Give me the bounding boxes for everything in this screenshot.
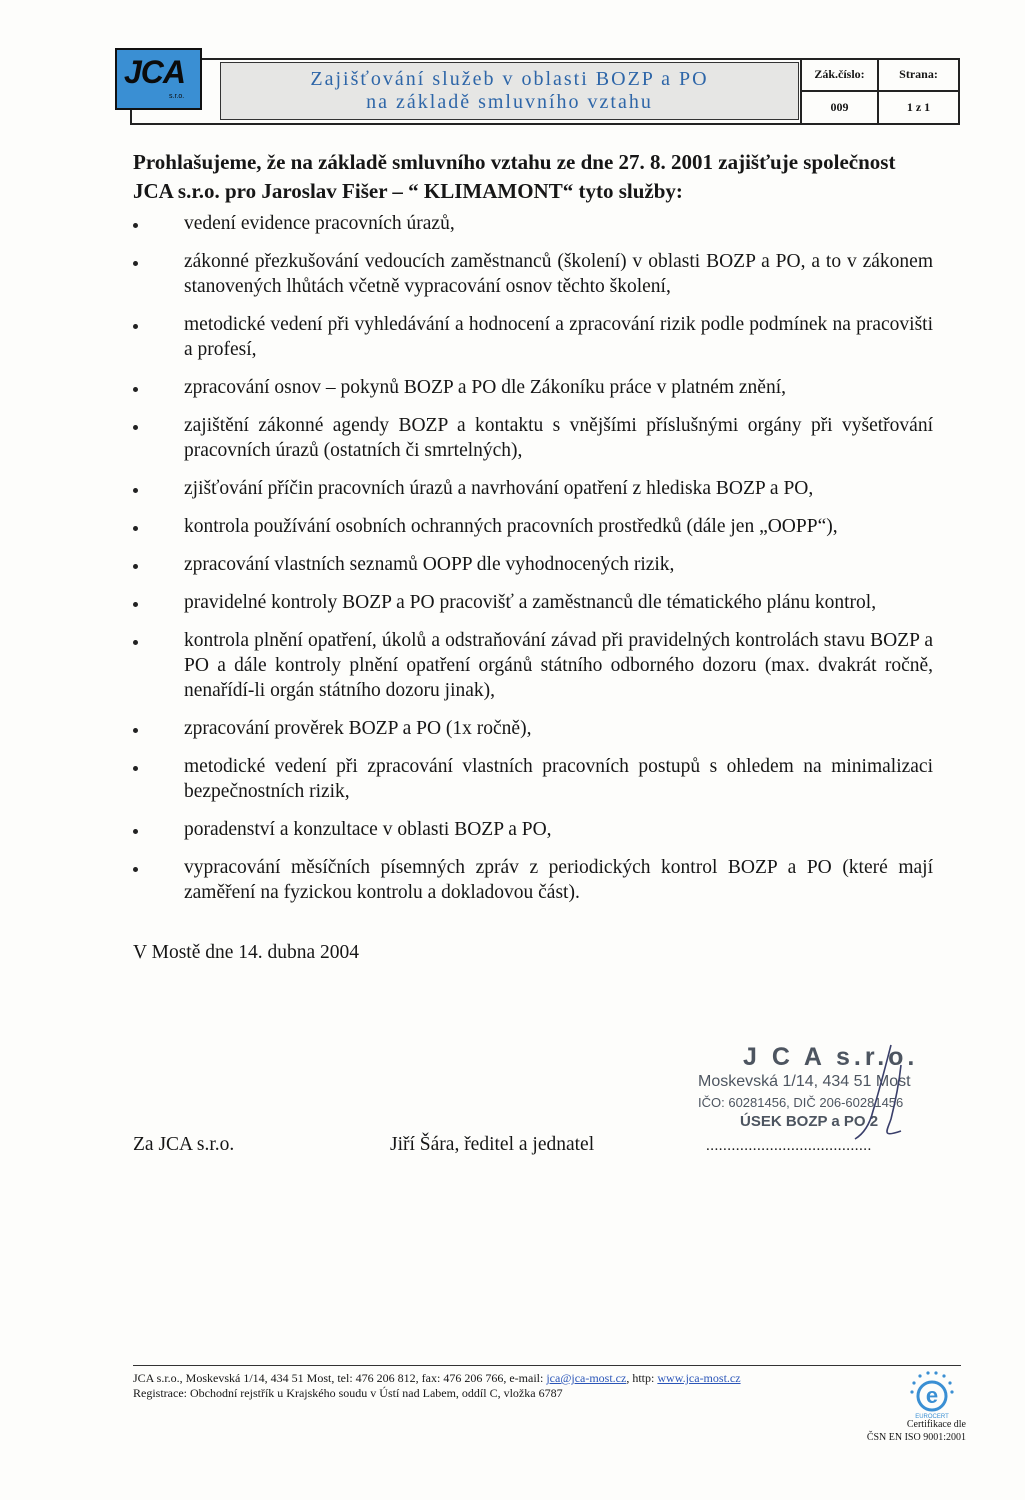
bullet-icon bbox=[133, 564, 138, 569]
intro-paragraph: Prohlašujeme, že na základě smluvního vztahu ze dne 27. 8. 2001 zajišťuje společnost JCA s.r.o. pro Jaroslav Fišer – “ KLIMAMONT“ tyto služby: bbox=[133, 150, 896, 203]
strana-value: 1 z 1 bbox=[906, 99, 931, 114]
certification-label: Certifikace dle bbox=[906, 1419, 966, 1430]
service-item bbox=[133, 514, 933, 539]
service-item bbox=[133, 249, 933, 299]
service-text: pravidelné kontroly BOZP a PO pracovišť a zaměstnanců dle tématického plánu kontrol, bbox=[184, 592, 877, 613]
signatory-name: Jiří Šára, ředitel a jednatel bbox=[390, 1134, 595, 1155]
zak-cislo-label: Zák.číslo: bbox=[802, 60, 879, 92]
service-text: metodické vedení při zpracování vlastních pracovních postupů s ohledem na minimalizaci bezpečnostních rizik, bbox=[184, 756, 933, 802]
service-item bbox=[133, 552, 933, 577]
bullet-icon bbox=[133, 829, 138, 834]
service-item bbox=[133, 628, 933, 703]
bullet-icon bbox=[133, 867, 138, 872]
service-text: zajištění zákonné agendy BOZP a kontaktu s vnějšími příslušnými orgány při vyšetřování pracovních úrazů (ostatních či smrtelných), bbox=[184, 415, 933, 461]
bullet-icon bbox=[133, 640, 138, 645]
service-item bbox=[133, 211, 933, 236]
footer-divider bbox=[133, 1365, 961, 1366]
bullet-icon bbox=[133, 488, 138, 493]
bullet-icon bbox=[133, 602, 138, 607]
service-text: zpracování vlastních seznamů OOPP dle vyhodnocených rizik, bbox=[184, 554, 675, 575]
service-text: kontrola plnění opatření, úkolů a odstraňování závad při pravidelných kontrolách stavu BOZP a PO a dále kontroly plnění opatření orgánů státního odborného dozoru (max. dvakrát ročně, nenařídí-li orgán státního dozoru jinak), bbox=[184, 630, 933, 701]
bullet-icon bbox=[133, 728, 138, 733]
company-stamp bbox=[695, 1043, 935, 1143]
service-text: zpracování prověrek BOZP a PO (1x ročně), bbox=[184, 718, 532, 739]
header-info-cells bbox=[800, 58, 960, 125]
service-item bbox=[133, 476, 933, 501]
service-text: zákonné přezkušování vedoucích zaměstnanců (školení) v oblasti BOZP a PO, a to v zákonem stanovených lhůtách včetně vypracování osnov těchto školení, bbox=[184, 251, 933, 297]
certification-norm: ČSN EN ISO 9001:2001 bbox=[866, 1432, 966, 1443]
service-text: vedení evidence pracovních úrazů, bbox=[184, 213, 455, 234]
eurocert-letter: e bbox=[925, 1383, 939, 1408]
bullet-icon bbox=[133, 387, 138, 392]
service-text: zpracování osnov – pokynů BOZP a PO dle Zákoníku práce v platném znění, bbox=[184, 377, 787, 398]
signature-line: ....................................... bbox=[706, 1138, 872, 1154]
service-item bbox=[133, 855, 933, 905]
service-item bbox=[133, 312, 933, 362]
service-text: kontrola používání osobních ochranných pracovních prostředků (dále jen „OOPP“), bbox=[184, 516, 838, 537]
footer-registration: Registrace: Obchodní rejstřík u Krajského soudu v Ústí nad Labem, oddíl C, vložka 6787 bbox=[133, 1386, 563, 1400]
handwritten-signature bbox=[695, 1043, 935, 1143]
service-text: metodické vedení při vyhledávání a hodnocení a zpracování rizik podle podmínek na pracovišti a profesí, bbox=[184, 314, 933, 360]
service-item bbox=[133, 817, 933, 842]
certification-note bbox=[842, 1418, 966, 1444]
place-and-date: V Mostě dne 14. dubna 2004 bbox=[133, 942, 360, 963]
stamp-company: J C A s.r.o. bbox=[743, 1043, 919, 1071]
logo-subtext: s.r.o. bbox=[169, 93, 185, 100]
eurocert-wordmark: EUROCERT bbox=[915, 1414, 949, 1420]
stamp-department: ÚSEK BOZP a PO 2 bbox=[740, 1113, 879, 1130]
service-item bbox=[133, 754, 933, 804]
jca-logo bbox=[115, 48, 202, 110]
footer-line-1 bbox=[133, 1371, 741, 1386]
stamp-address: Moskevská 1/14, 434 51 Most bbox=[698, 1073, 911, 1090]
header-title-line-2: na základě smluvního vztahu bbox=[366, 91, 653, 113]
logo-text: JCA bbox=[124, 54, 186, 90]
footer-web-link[interactable]: www.jca-most.cz bbox=[657, 1371, 741, 1385]
footer bbox=[133, 1371, 741, 1401]
strana-label: Strana: bbox=[879, 60, 958, 92]
signature-company: Za JCA s.r.o. bbox=[133, 1134, 235, 1155]
service-item bbox=[133, 590, 933, 615]
service-item bbox=[133, 375, 933, 400]
bullet-icon bbox=[133, 526, 138, 531]
services-list bbox=[133, 211, 933, 918]
header-title-line-1: Zajišťování služeb v oblasti BOZP a PO bbox=[310, 68, 709, 90]
footer-email-link[interactable]: jca@jca-most.cz bbox=[546, 1371, 627, 1385]
service-text: poradenství a konzultace v oblasti BOZP a PO, bbox=[184, 819, 552, 840]
bullet-icon bbox=[133, 766, 138, 771]
header-title-box bbox=[220, 62, 799, 120]
bullet-icon bbox=[133, 223, 138, 228]
service-text: vypracování měsíčních písemných zpráv z periodických kontrol BOZP a PO (které mají zaměření na fyzickou kontrolu a dokladovou část). bbox=[184, 857, 933, 903]
zak-cislo-value: 009 bbox=[802, 92, 879, 124]
service-item bbox=[133, 716, 933, 741]
bullet-icon bbox=[133, 261, 138, 266]
service-text: zjišťování příčin pracovních úrazů a navrhování opatření z hlediska BOZP a PO, bbox=[184, 478, 814, 499]
service-item bbox=[133, 413, 933, 463]
bullet-icon bbox=[133, 425, 138, 430]
stamp-ids: IČO: 60281456, DIČ 206-60281456 bbox=[698, 1095, 904, 1110]
bullet-icon bbox=[133, 324, 138, 329]
footer-contact: JCA s.r.o., Moskevská 1/14, 434 51 Most, tel: 476 206 812, fax: 476 206 766, e-mail: bbox=[133, 1371, 547, 1385]
footer-http-label: , http: bbox=[626, 1371, 658, 1385]
